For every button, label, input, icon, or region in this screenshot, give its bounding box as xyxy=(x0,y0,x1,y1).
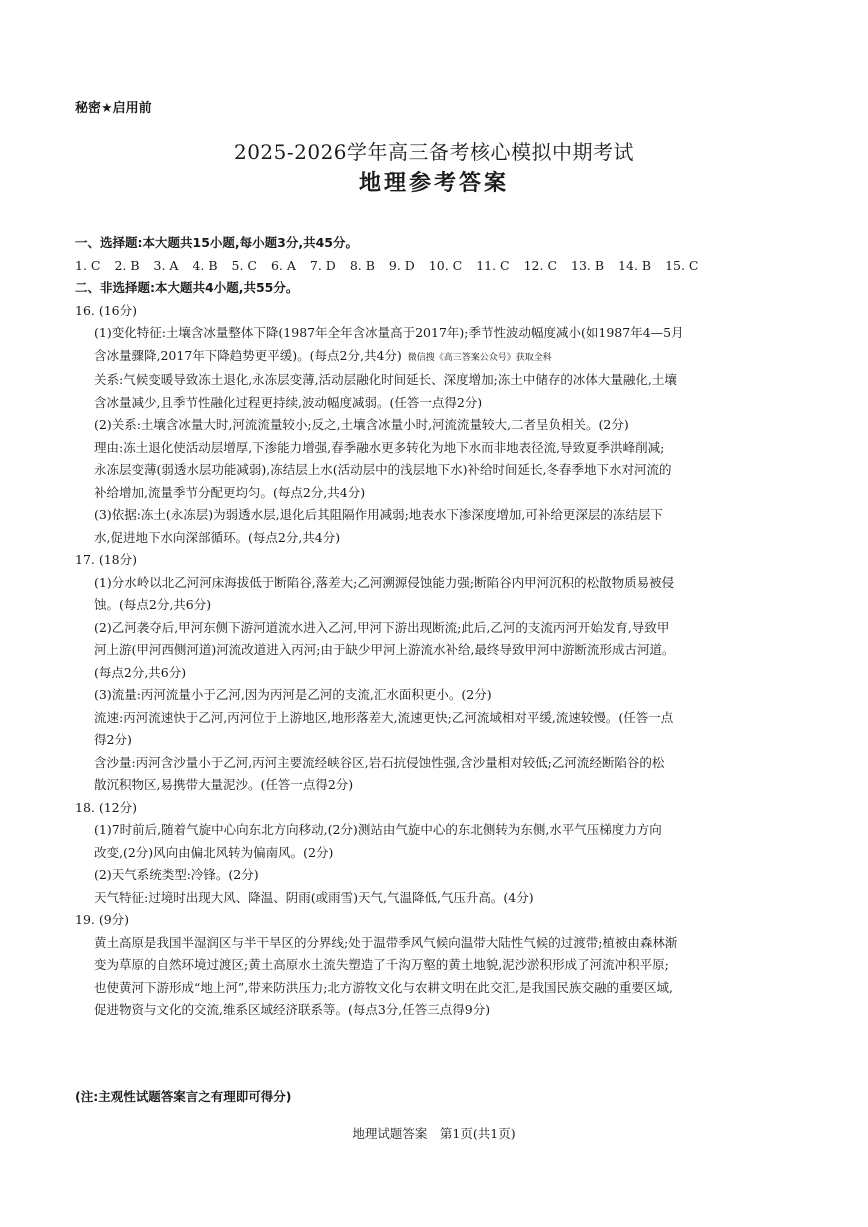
section1-heading: 一、选择题:本大题共15小题,每小题3分,共45分。 xyxy=(75,235,358,250)
q17-line: 流速:丙河流速快于乙河,丙河位于上游地区,地形落差大,流速更快;乙河流域相对平缓,流速较慢。(任答一点 xyxy=(94,709,674,725)
exam-subtitle: 地理参考答案 xyxy=(358,171,509,196)
q17-line: (1)分水岭以北乙河河床海拔低于断陷谷,落差大;乙河溯源侵蚀能力强;断陷谷内甲河沉积的松散物质易被侵 xyxy=(94,574,675,590)
choice-answer: 8. B xyxy=(349,257,375,273)
q19-label: 19. (9分) xyxy=(75,912,130,927)
q16-label: 16. (16分) xyxy=(75,302,138,318)
q17-line: 得2分) xyxy=(94,732,132,747)
grading-note: (注:主观性试题答案言之有理即可得分) xyxy=(75,1089,292,1104)
choice-answer: 12. C xyxy=(523,257,558,273)
q16-line: 永冻层变薄(弱透水层功能减弱),冻结层上水(活动层中的浅层地下水)补给时间延长,冬春季地下水对河流的 xyxy=(94,462,672,477)
q18-line: 改变,(2分)风向由偏北风转为偏南风。(2分) xyxy=(94,844,334,860)
q17-line: 散沉积物区,易携带大量泥沙。(任答一点得2分) xyxy=(94,777,354,792)
q16-line: 水,促进地下水向深部循环。(每点2分,共4分) xyxy=(94,529,341,545)
choice-answer: 1. C xyxy=(75,257,101,273)
section2-heading: 二、非选择题:本大题共4小题,共55分。 xyxy=(75,280,299,295)
q18-line: (2)天气系统类型:冷锋。(2分) xyxy=(94,867,259,882)
q16-line: 关系:气候变暖导致冻土退化,永冻层变薄,活动层融化时间延长、深度增加;冻土中储存的冰体大量融化,土壤 xyxy=(94,372,677,387)
q17-line: 蚀。(每点2分,共6分) xyxy=(94,597,212,612)
q17-line: 河上游(甲河西侧河道)河流改道进入丙河;由于缺少甲河上游流水补给,最终导致甲河中游断流形成古河道。 xyxy=(94,642,675,657)
q17-label: 17. (18分) xyxy=(75,552,138,567)
choice-answer: 10. C xyxy=(428,257,463,273)
q19-line: 促进物资与文化的交流,维系区域经济联系等。(每点3分,任答三点得9分) xyxy=(94,1002,491,1017)
secret-label: 秘密★启用前 xyxy=(75,101,152,116)
q19-line: 也使黄河下游形成“地上河”,带来防洪压力;北方游牧文化与农耕文明在此交汇,是我国民族交融的重要区域, xyxy=(94,979,673,995)
choice-answer: 15. C xyxy=(665,257,699,273)
page-footer: 地理试题答案 第1页(共1页) xyxy=(352,1126,516,1141)
choice-answers xyxy=(75,255,797,278)
q16-line: 含冰量减少,且季节性融化过程更持续,波动幅度减弱。(任答一点得2分) xyxy=(94,394,483,410)
q16-line xyxy=(75,345,797,370)
choice-answer: 7. D xyxy=(309,257,336,273)
exam-title: 2025-2026学年高三备考核心模拟中期考试 xyxy=(233,140,635,164)
choice-answer: 9. D xyxy=(388,257,415,273)
q16-line: (1)变化特征:土壤含冰量整体下降(1987年全年含冰量高于2017年);季节性波动幅度减小(如1987年4—5月 xyxy=(94,325,684,340)
q17-line: 含沙量:丙河含沙量小于乙河,丙河主要流经峡谷区,岩石抗侵蚀性强,含沙量相对较低;乙河流经断陷谷的松 xyxy=(94,754,665,770)
choice-answer: 14. B xyxy=(618,257,652,273)
answer-body xyxy=(75,232,797,1022)
q17-line: (3)流量:丙河流量小于乙河,因为丙河是乙河的支流,汇水面积更小。(2分) xyxy=(94,687,492,702)
q16-line: 补给增加,流量季节分配更均匀。(每点2分,共4分) xyxy=(94,484,366,500)
choice-answer: 6. A xyxy=(270,257,296,273)
q16-line: (3)依据:冻土(永冻层)为弱透水层,退化后其阻隔作用减弱;地表水下渗深度增加,可补给更深层的冻结层下 xyxy=(94,507,663,522)
q16-line: (2)关系:土壤含冰量大时,河流流量较小;反之,土壤含冰量小时,河流流量较大,二者呈负相关。(2分) xyxy=(94,417,629,432)
choice-answer: 3. A xyxy=(153,257,179,273)
q18-label: 18. (12分) xyxy=(75,799,138,815)
q18-line: (1)7时前后,随着气旋中心向东北方向移动,(2分)测站由气旋中心的东北侧转为东侧,水平气压梯度力方向 xyxy=(94,822,662,837)
choice-answer: 13. B xyxy=(571,257,605,273)
q16-line: 理由:冻土退化使活动层增厚,下渗能力增强,春季融水更多转化为地下水而非地表径流,导致夏季洪峰削减; xyxy=(94,439,665,455)
q19-line: 黄土高原是我国半湿润区与半干旱区的分界线;处于温带季风气候向温带大陆性气候的过渡带;植被由森林渐 xyxy=(94,934,678,950)
q16-line-text: 含冰量骤降,2017年下降趋势更平缓)。(每点2分,共4分) xyxy=(94,347,402,363)
q19-line: 变为草原的自然环境过渡区;黄土高原水土流失塑造了千沟万壑的黄土地貌,泥沙淤积形成了河流冲积平原; xyxy=(94,957,669,972)
q17-line: (2)乙河袭夺后,甲河东侧下游河道流水进入乙河,甲河下游出现断流;此后,乙河的支流丙河开始发育,导致甲 xyxy=(94,619,670,635)
choice-answer: 5. C xyxy=(231,257,257,273)
wechat-note: 微信搜《高三答案公众号》获取全科 xyxy=(407,352,552,363)
choice-answer: 2. B xyxy=(114,257,140,273)
q17-line: (每点2分,共6分) xyxy=(94,664,187,680)
q18-line: 天气特征:过境时出现大风、降温、阴雨(或雨雪)天气,气温降低,气压升高。(4分) xyxy=(94,889,534,905)
choice-answer: 11. C xyxy=(476,257,510,273)
choice-answer: 4. B xyxy=(192,257,218,273)
